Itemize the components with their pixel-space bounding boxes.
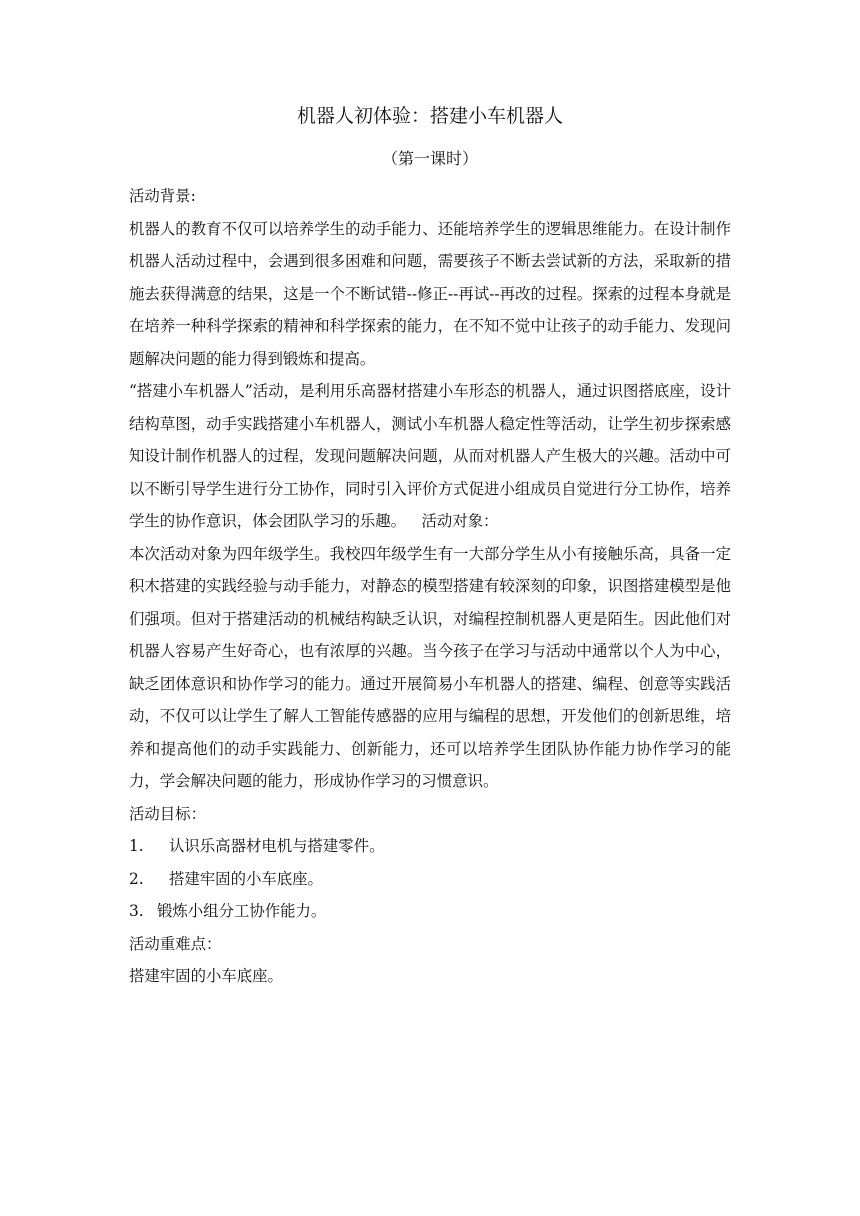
goals-heading: 活动目标： xyxy=(129,804,206,823)
goal-number: 3. xyxy=(129,902,144,920)
document-subtitle: （第一课时） xyxy=(381,149,478,168)
target-paragraph: 本次活动对象为四年级学生。我校四年级学生有一大部分学生从小有接触乐高，具备一定积木搭建的实践经验与动手能力，对静态的模型搭建有较深刻的印象，识图搭建模型是他们强项。但对于搭建活动的机械结构缺乏认识，对编程控制机器人更是陌生。因此他们对机器人容易产生好奇心，也有浓厚的兴趣。当今孩子在学习与活动中通常以个人为中心，缺乏团体意识和协作学习的能力。通过开展简易小车机器人的搭建、编程、创意等实践活动，不仅可以让学生了解人工智能传感器的应用与编程的思想，开发他们的创新思维，培养和提高他们的动手实践能力、创新能力，还可以培养学生团队协作能力协作学习的能力，学会解决问题的能力，形成协作学习的习惯意识。 xyxy=(129,544,731,790)
goal-item xyxy=(129,863,731,896)
goal-number: 1. xyxy=(129,837,144,855)
key-points-heading: 活动重难点： xyxy=(129,934,222,953)
document-title: 机器人初体验：搭建小车机器人 xyxy=(296,105,563,127)
background-paragraph-1: 机器人的教育不仅可以培养学生的动手能力、还能培养学生的逻辑思维能力。在设计制作机器人活动过程中，会遇到很多困难和问题，需要孩子不断去尝试新的方法，采取新的措施去获得满意的结果，这是一个不断试错--修正--再试--再改的过程。探索的过程本身就是在培养一种科学探索的精神和科学探索的能力，在不知不觉中让孩子的动手能力、发现问题解决问题的能力得到锻炼和提高。 xyxy=(129,219,731,368)
key-points-text: 搭建牢固的小车底座。 xyxy=(129,967,283,985)
background-paragraph-2 xyxy=(129,375,731,538)
goal-text: 锻炼小组分工协作能力。 xyxy=(157,902,327,920)
goal-number: 2. xyxy=(129,869,144,888)
target-heading: 活动对象： xyxy=(421,512,499,530)
background-paragraph-2-text: “搭建小车机器人”活动，是利用乐高器材搭建小车形态的机器人，通过识图搭底座，设计结构草图，动手实践搭建小车机器人，测试小车机器人稳定性等活动，让学生初步探索感知设计制作机器人的过程，发现问题解决问题，从而对机器人产生极大的兴趣。活动中可以不断引导学生进行分工协作，同时引入评价方式促进小组成员自觉进行分工协作，培养学生的协作意识，体会团队学习的乐趣。 xyxy=(129,382,731,530)
goal-text: 认识乐高器材电机与搭建零件。 xyxy=(169,837,385,855)
background-heading: 活动背景: xyxy=(129,187,196,205)
document-body xyxy=(129,180,731,993)
goal-item xyxy=(129,830,731,863)
goal-text: 搭建牢固的小车底座。 xyxy=(169,869,323,888)
goal-item xyxy=(129,895,731,928)
